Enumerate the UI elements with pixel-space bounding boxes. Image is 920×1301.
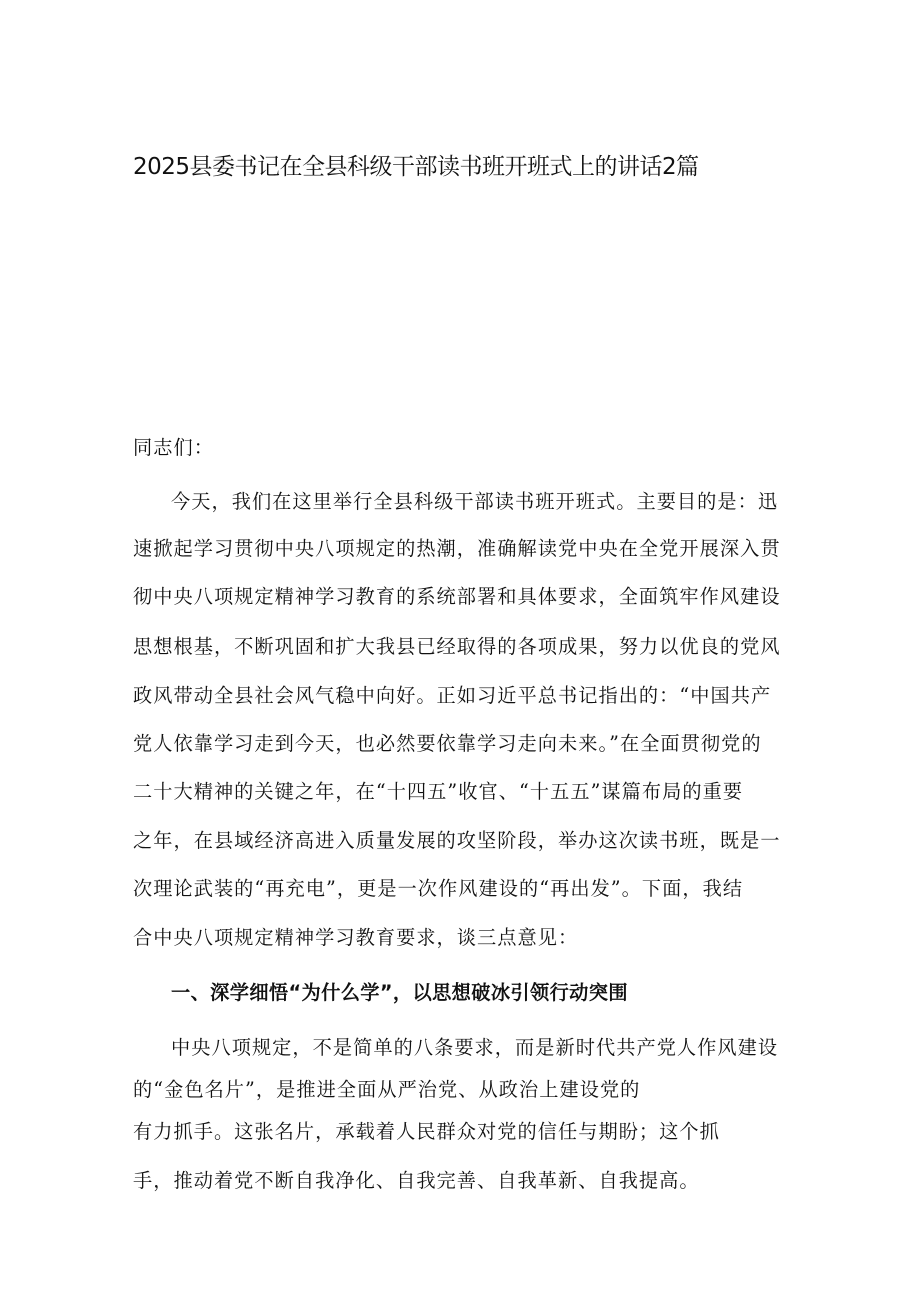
document-title: 2025县委书记在全县科级干部读书班开班式上的讲话2篇 xyxy=(133,154,699,180)
paragraph-2-line: 手，推动着党不断自我净化、自我完善、自我革新、自我提高。 xyxy=(133,1169,700,1192)
paragraph-1-line: 次理论武装的“再充电”，更是一次作风建设的“再出发”。下面，我结 xyxy=(133,877,744,900)
paragraph-2-line: 中央八项规定，不是简单的八条要求，而是新时代共产党人作风建设 xyxy=(171,1036,779,1059)
paragraph-1-line: 今天，我们在这里举行全县科级干部读书班开班式。主要目的是：迅 xyxy=(171,490,779,513)
paragraph-1-line: 党人依靠学习走到今天，也必然要依靠学习走向未来。”在全面贯彻党的 xyxy=(133,732,762,755)
paragraph-1-line: 之年，在县域经济高进入质量发展的攻坚阶段，举办这次读书班，既是一 xyxy=(133,829,781,852)
paragraph-1-line: 思想根基，不断巩固和扩大我县已经取得的各项成果，努力以优良的党风 xyxy=(133,635,781,658)
paragraph-1-line: 合中央八项规定精神学习教育要求，谈三点意见： xyxy=(133,926,579,949)
section-1-heading: 一、深学细悟“为什么学”，以思想破冰引领行动突围 xyxy=(171,981,628,1004)
paragraph-1-line: 政风带动全县社会风气稳中向好。正如习近平总书记指出的：“中国共产 xyxy=(133,684,772,707)
paragraph-1-line: 二十大精神的关键之年，在“十四五”收官、“十五五”谋篇布局的重要 xyxy=(133,780,744,803)
paragraph-1-line: 速掀起学习贯彻中央八项规定的热潮，准确解读党中央在全党开展深入贯 xyxy=(133,537,781,560)
paragraph-2-line: 有力抓手。这张名片，承载着人民群众对党的信任与期盼；这个抓 xyxy=(133,1120,720,1143)
paragraph-2-line: 的“金色名片”，是推进全面从严治党、从政治上建设党的 xyxy=(133,1078,641,1101)
paragraph-1-line: 彻中央八项规定精神学习教育的系统部署和具体要求，全面筑牢作风建设 xyxy=(133,585,781,608)
salutation: 同志们： xyxy=(133,436,214,459)
